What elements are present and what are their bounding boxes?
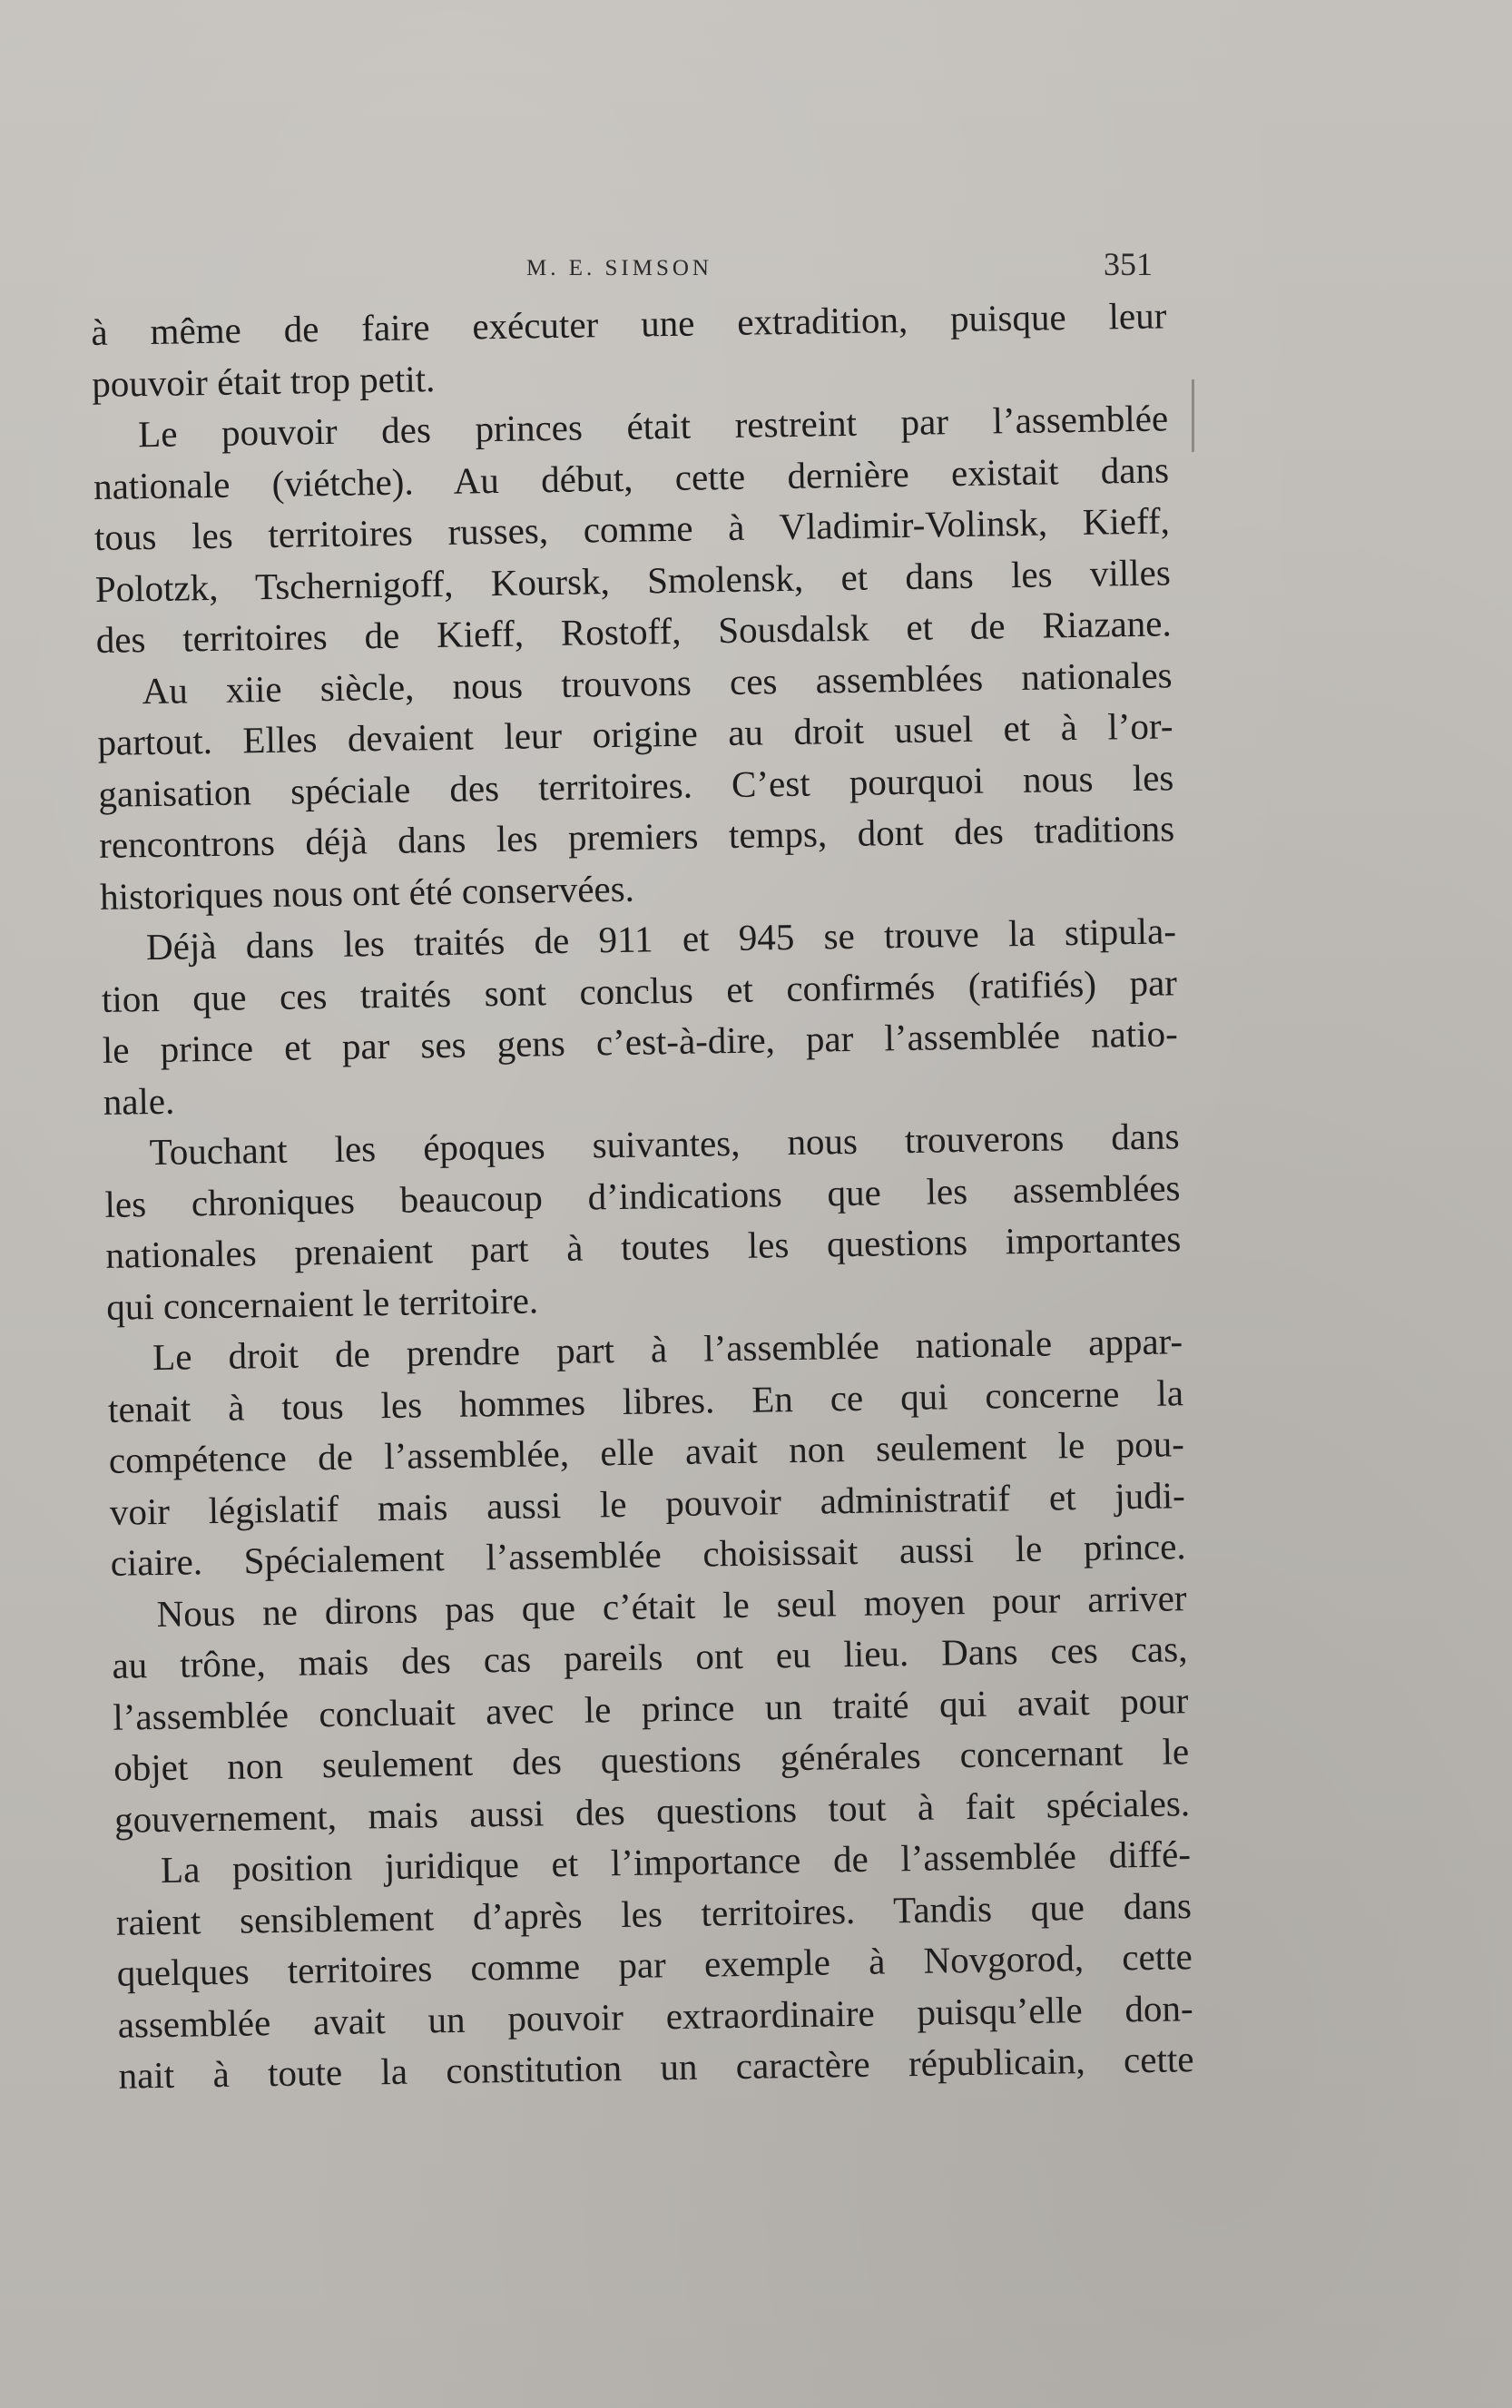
text-line: compétence de l’assemblée, elle avait non seulement le pou- [108,1422,1185,1481]
text-line: Nous ne dirons pas que c’était le seul moyen pour arriver [156,1576,1187,1635]
text-line: historiques nous ont été conservées. [99,867,635,918]
text-line: à même de faire exécuter une extradition, puisque leur [91,294,1167,353]
text-line: Polotzk, Tschernigoff, Koursk, Smolensk, et dans les villes [94,550,1172,610]
text-line: objet non seulement des questions générales concernant le [113,1730,1190,1789]
margin-mark [1192,379,1194,452]
text-line: l’assemblée concluait avec le prince un traité qui avait pour [113,1678,1189,1738]
text-line: voir législatif mais aussi le pouvoir administratif et judi- [109,1473,1186,1533]
text-line: gouvernement, mais aussi des questions tout à fait spéciales. [113,1781,1191,1841]
text-line: nale. [103,1079,175,1123]
text-line: assemblée avait un pouvoir extraordinaire puisqu’elle don- [117,1986,1193,2046]
text-line: ganisation spéciale des territoires. C’est pourquoi nous les [98,755,1174,815]
text-line: tenait à tous les hommes libres. En ce qui concerne la [107,1371,1184,1430]
text-line: raient sensiblement d’après les territoires. Tandis que dans [115,1883,1193,1943]
text-line: Le droit de prendre part à l’assemblée nationale appar- [152,1320,1183,1379]
text-line: partout. Elles devaient leur origine au droit usuel et à l’or- [97,704,1173,763]
body-text [91,290,1194,2101]
running-head: M. E. SIMSON [526,256,712,280]
page-number: 351 [1104,246,1153,282]
page-header [91,245,1162,290]
text-line: Au xiie siècle, nous trouvons ces assemblées nationales [142,653,1173,712]
text-line: au trône, mais des cas pareils ont eu lieu. Dans ces cas, [112,1627,1188,1686]
text-line: des territoires de Kieff, Rostoff, Sousdalsk et de Riazane. [95,602,1172,661]
text-line: rencontrons déjà dans les premiers temps, dont des traditions [98,807,1175,866]
text-line: Déjà dans les traités de 911 et 945 se trouve la stipula- [145,909,1177,968]
text-line: nait à toute la constitution un caractère républicain, cette [118,2038,1194,2097]
text-line: les chroniques beaucoup d’indications que les assemblées [104,1165,1181,1225]
text-line: le prince et par ses gens c’est-à-dire, par l’assemblée natio- [102,1012,1179,1071]
text-line: qui concernaient le territoire. [105,1278,539,1328]
text-line: nationales prenaient part à toutes les questions importantes [105,1217,1182,1276]
text-line: nationale (viétche). Au début, cette dernière existait dans [93,447,1170,507]
text-line: quelques territoires comme par exemple à Novgorod, cette [116,1935,1193,1994]
text-line: tion que ces traités sont conclus et confirmés (ratifiés) par [101,960,1178,1020]
text-line: pouvoir était trop petit. [91,357,436,405]
text-line: ciaire. Spécialement l’assemblée choisissait aussi le prince. [110,1525,1186,1584]
text-line: tous les territoires russes, comme à Vladimir-Volinsk, Kieff, [93,499,1171,558]
text-line: La position juridique et l’importance de l’assemblée diffé- [160,1833,1192,1891]
text-line: Touchant les époques suivantes, nous trouverons dans [149,1115,1180,1174]
text-line: Le pouvoir des princes était restreint par l’assemblée [137,397,1169,456]
